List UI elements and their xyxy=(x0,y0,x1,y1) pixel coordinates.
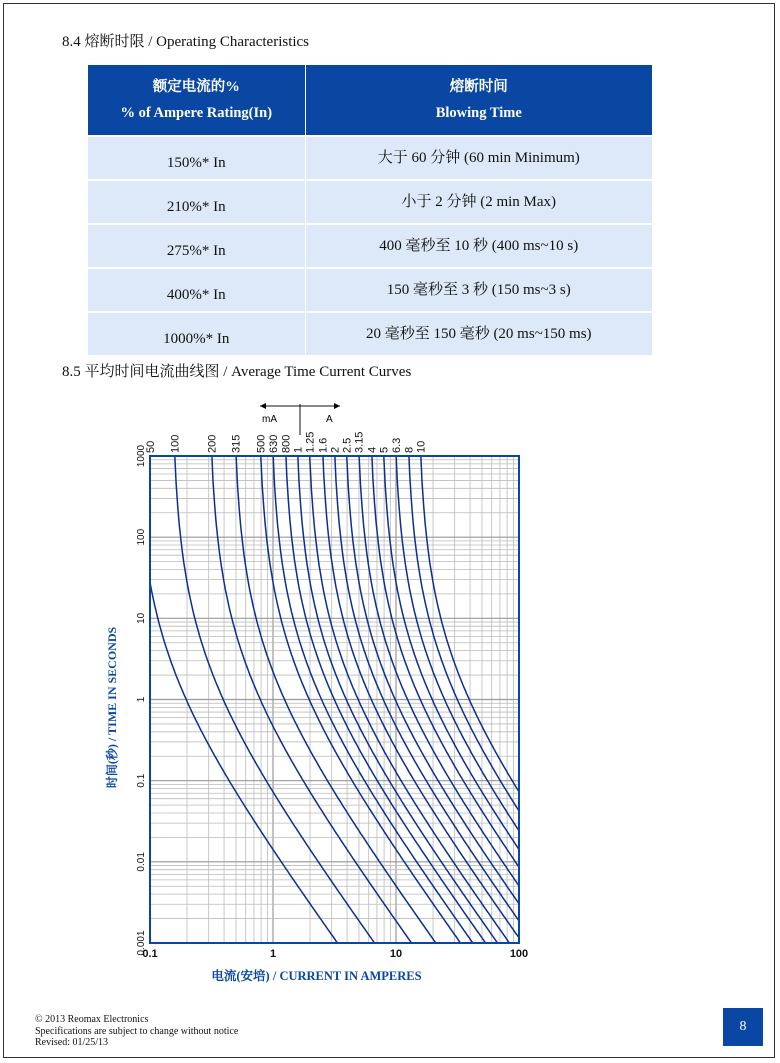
unit-marker xyxy=(260,403,340,435)
unit-marker-ma: mA xyxy=(262,414,277,425)
series-label-200: 200 xyxy=(206,434,219,453)
table-row xyxy=(88,312,652,355)
curve-3.15 xyxy=(358,424,519,886)
y-tick-0.01: 0.01 xyxy=(136,852,147,872)
y-axis-label: 时间(秒) / TIME IN SECONDS xyxy=(105,626,119,789)
series-labels xyxy=(145,432,428,453)
series-label-5: 5 xyxy=(378,446,391,453)
series-label-500: 500 xyxy=(255,434,268,453)
footer-revised: Revised: 01/25/13 xyxy=(35,1037,109,1048)
y-tick-0.1: 0.1 xyxy=(136,773,147,788)
time-cell: 大于 60 分钟 (60 min Minimum) xyxy=(305,136,652,180)
footer xyxy=(35,1014,238,1049)
curve-10 xyxy=(419,424,519,792)
unit-marker-arrowhead-right xyxy=(334,403,340,409)
table-row xyxy=(88,268,652,312)
series-label-1.6: 1.6 xyxy=(317,437,330,453)
y-tick-0.001: 0.001 xyxy=(136,930,147,956)
x-tick-100: 100 xyxy=(509,948,529,960)
footer-copyright: © 2013 Reomax Electronics xyxy=(35,1014,149,1025)
series-label-2: 2 xyxy=(329,446,342,453)
footer-notice: Specifications are subject to change without notice xyxy=(35,1025,239,1037)
y-tick-10: 10 xyxy=(136,612,147,624)
time-cell: 小于 2 分钟 (2 min Max) xyxy=(305,180,652,224)
section-heading-time-current-curves: 8.5 平均时间电流曲线图 / Average Time Current Curves xyxy=(62,364,412,380)
time-cell: 400 毫秒至 10 秒 (400 ms~10 s) xyxy=(305,224,652,268)
time-current-chart xyxy=(100,395,540,995)
rating-cell: 150%* In xyxy=(88,136,305,180)
operating-characteristics-table xyxy=(88,65,652,355)
rating-cell: 275%* In xyxy=(88,224,305,268)
header-blowing-time-cn: 熔断时间 xyxy=(449,79,508,95)
series-label-50: 50 xyxy=(145,440,157,453)
x-tick-0.1: 0.1 xyxy=(142,948,158,960)
x-tick-labels xyxy=(142,948,528,960)
series-label-800: 800 xyxy=(280,434,293,453)
series-label-630: 630 xyxy=(267,434,280,453)
x-axis-label: 电流(安培) / CURRENT IN AMPERES xyxy=(211,969,422,983)
y-tick-1: 1 xyxy=(136,696,147,703)
x-tick-1: 1 xyxy=(269,948,277,960)
series-label-10: 10 xyxy=(415,440,428,453)
header-ampere-rating-en: % of Ampere Rating(In) xyxy=(120,105,273,121)
y-tick-labels xyxy=(136,444,147,955)
header-blowing-time-en: Blowing Time xyxy=(435,105,522,121)
header-ampere-rating xyxy=(88,65,305,136)
series-label-1.25: 1.25 xyxy=(304,431,317,453)
header-blowing-time xyxy=(305,65,652,136)
rating-cell: 400%* In xyxy=(88,268,305,312)
series-label-315: 315 xyxy=(230,434,243,453)
series-label-3.15: 3.15 xyxy=(353,431,366,453)
curve-2.5 xyxy=(345,424,519,904)
series-label-6.3: 6.3 xyxy=(390,437,403,453)
y-tick-100: 100 xyxy=(136,528,147,546)
unit-marker-a: A xyxy=(326,414,333,425)
series-label-2.5: 2.5 xyxy=(341,437,354,453)
y-tick-1000: 1000 xyxy=(136,444,147,468)
curve-4 xyxy=(370,424,519,868)
x-tick-10: 10 xyxy=(389,948,403,960)
section-heading-operating-characteristics: 8.4 熔断时限 / Operating Characteristics xyxy=(62,34,310,50)
series-label-100: 100 xyxy=(169,434,182,453)
series-label-8: 8 xyxy=(403,446,416,453)
table-row xyxy=(88,180,652,224)
curve-8 xyxy=(407,424,519,811)
time-cell: 150 毫秒至 3 秒 (150 ms~3 s) xyxy=(305,268,652,312)
table-header-row xyxy=(88,65,652,136)
rating-cell: 210%* In xyxy=(88,180,305,224)
page-number: 8 xyxy=(723,1008,763,1046)
series-label-1: 1 xyxy=(292,446,305,453)
header-ampere-rating-cn: 额定电流的% xyxy=(152,79,240,95)
curve-50 xyxy=(150,582,519,975)
unit-marker-arrowhead-left xyxy=(260,403,266,409)
table-row xyxy=(88,224,652,268)
series-label-4: 4 xyxy=(366,446,379,453)
time-cell: 20 毫秒至 150 毫秒 (20 ms~150 ms) xyxy=(305,312,652,355)
rating-cell: 1000%* In xyxy=(88,312,305,355)
table-row xyxy=(88,136,652,180)
